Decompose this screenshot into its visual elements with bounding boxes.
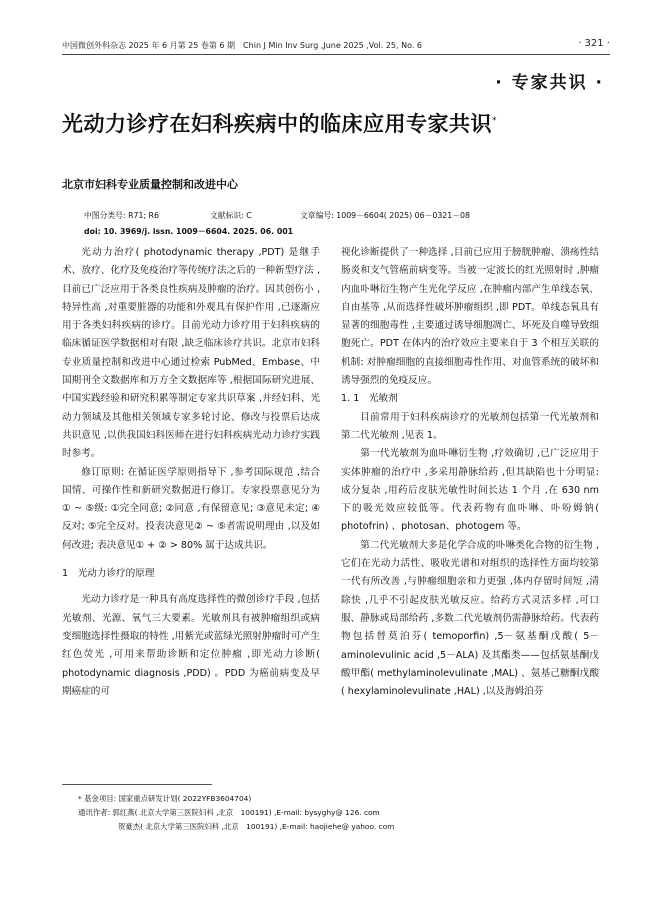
clc-number: 中图分类号: R71; R6	[84, 211, 159, 220]
document-code: 文献标识: C	[210, 211, 252, 220]
article-title-text: 光动力诊疗在妇科疾病中的临床应用专家共识	[62, 112, 492, 136]
section-heading-principle: 1 光动力诊疗的原理	[62, 568, 155, 580]
meta-row-doi	[84, 224, 604, 240]
paragraph-first-generation: 第一代光敏剂为血卟啉衍生物 ,疗效确切 ,已广泛应用于实体肿瘤的治疗中 ,多采用静脉给药 ,但其缺陷也十分明显: 成分复杂 ,用药后皮肤光敏性时间长达 1 个月 ,在 630 nm 下的吸光效应较低等。代表药物有血卟啉、卟吩姆钠( photofrin) 、photosan、photogem 等。	[341, 448, 599, 533]
right-column	[341, 244, 599, 701]
paragraph-pdd-continued: 视化诊断提供了一种选择 ,目前已应用于膀胱肿瘤、溃疡性结肠炎和支气管癌前病变等。当被一定波长的红光照射时 ,肿瘤内血卟啉衍生物产生光化学反应 ,在肿瘤内部产生单线态氧、自由基等 ,从而选择性破坏肿瘤组织 ,即 PDT。单线态氧具有显著的细胞毒性 ,主要通过诱导细胞凋亡、坏死及自噬导致细胞死亡。PDT 在体内的治疗效应主要来自于 3 个相互关联的机制: 对肿瘤细胞的直接细胞毒性作用、对血管系统的破坏和诱导强烈的免疫反应。	[341, 247, 599, 387]
section-tag: · 专家共识 ·	[495, 73, 604, 93]
footnote-rule	[62, 784, 212, 785]
left-column	[62, 244, 320, 701]
corresponding-author-1: 通讯作者: 郭红燕( 北京大学第三医院妇科 ,北京 100191) ,E-mail: bysyghy@ 126. com	[78, 808, 380, 817]
doi: doi: 10. 3969/j. issn. 1009－6604. 2025. 06. 001	[84, 227, 294, 236]
meta-row-codes	[84, 208, 604, 224]
article-title	[62, 108, 497, 138]
title-footnote-mark: *	[492, 116, 497, 126]
article-meta	[84, 208, 604, 240]
author-affiliation: 北京市妇科专业质量控制和改进中心	[62, 178, 238, 191]
footnote	[78, 792, 608, 834]
paragraph-second-generation: 第二代光敏剂大多是化学合成的卟啉类化合物的衍生物 ,它们在光动力活性、吸收光谱和对组织的选择性方面均较第一代有所改善 ,与肿瘤细胞亲和力更强 ,体内存留时间短 ,清除快 ,几乎不引起皮肤光敏反应。给药方式灵活多样 ,可口服、静脉或局部给药 ,多数二代光敏剂仍需静脉给药。代表药物包括替莫泊芬( temoporfin) ,5－氨基酮戊酸( 5－aminolevulinic acid ,5－ALA) 及其酯类——包括氨基酮戊酸甲酯( methylaminolevulinate ,MAL) 、氨基己糖酮戊酸( hexylaminolevulinate ,HAL) ,以及海姆泊芬	[341, 539, 599, 698]
funding-note: * 基金项目: 国家重点研发计划( 2022YFB3604704)	[78, 794, 252, 803]
subsection-heading-photosensitizer: 1. 1 光敏剂	[341, 393, 398, 405]
page-number: · 321 ·	[578, 38, 610, 49]
header-rule	[62, 54, 610, 55]
paragraph-revision-principles: 修订原则: 在循证医学原则指导下 ,参考国际规范 ,结合国情、可操作性和新研究数据进行修订。专家投票意见分为① ~ ⑤级: ①完全同意; ②同意 ,有保留意见; ③意见未定; ④反对; ⑤完全反对。投表决意见② ~ ⑤者需说明理由 ,以及如何改进; 表决意见① + ② > 80% 属于达成共识。	[62, 466, 320, 551]
running-head	[62, 38, 610, 52]
article-number: 文章编号: 1009－6604( 2025) 06－0321－08	[300, 211, 470, 220]
journal-citation: 中国微创外科杂志 2025 年 6 月第 25 卷第 6 期 Chin J Min Inv Surg ,June 2025 ,Vol. 25, No. 6	[62, 41, 423, 50]
corresponding-author-2: 贺豪杰( 北京大学第三医院妇科 ,北京 100191) ,E-mail: haojiehe@ yahoo. com	[118, 822, 395, 831]
paragraph-photosensitizer-overview: 目前常用于妇科疾病诊疗的光敏剂包括第一代光敏剂和第二代光敏剂 ,见表 1。	[341, 411, 599, 441]
paragraph-principle: 光动力诊疗是一种具有高度选择性的微创诊疗手段 ,包括光敏剂、光源、氧气三大要素。光敏剂具有被肿瘤组织或病变细胞选择性摄取的特性 ,用紫光或蓝绿光照射肿瘤时可产生红色荧光 ,可用来帮助诊断和定位肿瘤 ,即光动力诊断( photodynamic diagnosis ,PDD) 。PDD 为癌前病变及早期癌症的可	[62, 594, 320, 697]
paragraph-intro: 光动力治疗( photodynamic therapy ,PDT) 是继手术、放疗、化疗及免疫治疗等传统疗法之后的一种新型疗法 ,目前已广泛应用于各类良性疾病及肿瘤的治疗。因其创伤小 ,特异性高 ,对重要脏器的功能和外观具有保护作用 ,已逐渐应用于各类妇科疾病的诊疗。目前光动力诊疗用于妇科疾病的临床循证医学数据相对有限 ,缺乏临床诊疗共识。北京市妇科专业质量控制和改进中心通过检索 PubMed、Embase、中国期刊全文数据库和万方全文数据库等 ,根据国际研究进展、中国实践经验和研究积累等制定专家共识草案 ,并经妇科、光动力领域及其他相关领域专家多轮讨论、修改与投票后达成共识意见 ,以供我国妇科医师在进行妇科疾病光动力诊疗实践时参考。	[62, 247, 320, 460]
